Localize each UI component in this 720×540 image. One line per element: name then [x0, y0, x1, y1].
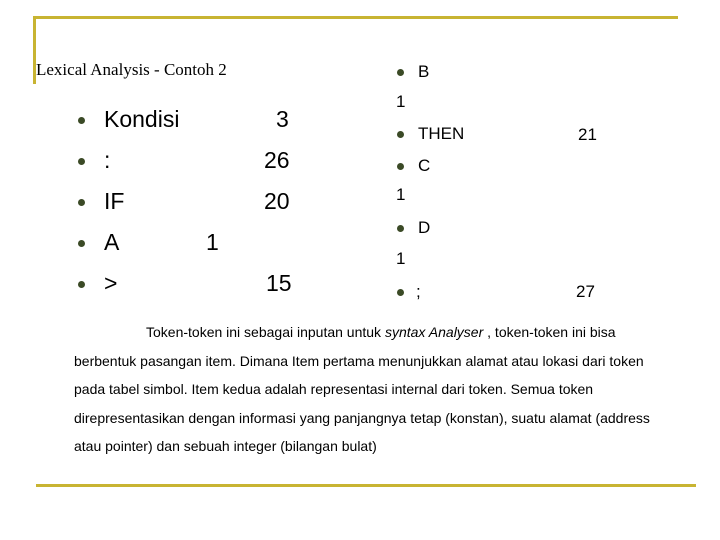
bullet-icon: [78, 240, 85, 247]
bullet-icon: [397, 69, 404, 76]
token-value: 27: [576, 282, 595, 301]
token-label: B: [418, 62, 430, 81]
token-label: :: [104, 147, 111, 173]
bullet-icon: [78, 117, 85, 124]
token-label: A: [104, 229, 120, 255]
token-label: ;: [416, 282, 421, 301]
token-label: IF: [104, 188, 125, 214]
token-label: THEN: [418, 124, 465, 143]
token-label: C: [418, 156, 431, 175]
frame-bottom-line: [36, 484, 696, 487]
bullet-icon: [397, 289, 404, 296]
token-value: 21: [578, 125, 597, 144]
token-value: 20: [264, 188, 290, 214]
token-value: 15: [266, 270, 292, 296]
token-label: >: [104, 270, 118, 296]
description-paragraph: [74, 318, 654, 461]
token-value: 1: [396, 92, 406, 111]
bullet-icon: [78, 199, 85, 206]
paragraph-text-start: Token-token ini sebagai inputan untuk: [146, 324, 385, 340]
paragraph-italic-term: syntax Analyser: [384, 324, 484, 340]
token-value: 1: [396, 185, 406, 204]
slide-title: Lexical Analysis - Contoh 2: [36, 60, 227, 79]
bullet-icon: [397, 131, 404, 138]
bullet-icon: [78, 281, 85, 288]
paragraph-text-end: , token-token ini bisa berbentuk pasangan item. Dimana Item pertama menunjukkan alamat atau lokasi dari token pada tabel simbol. Item kedua adalah representasi internal dari token. Semua token direpresentasikan dengan informasi yang panjangnya tetap (konstan), suatu alamat (address atau pointer) dan sebuah integer (bilangan bulat): [74, 324, 650, 455]
token-value: 3: [276, 106, 289, 132]
token-label: Kondisi: [104, 106, 180, 132]
bullet-icon: [397, 163, 404, 170]
token-value: 1: [206, 229, 219, 255]
frame-top-line: [33, 16, 678, 19]
bullet-icon: [397, 225, 404, 232]
token-value: 1: [396, 249, 406, 268]
bullet-icon: [78, 158, 85, 165]
token-value: 26: [264, 147, 290, 173]
token-label: D: [418, 218, 431, 237]
